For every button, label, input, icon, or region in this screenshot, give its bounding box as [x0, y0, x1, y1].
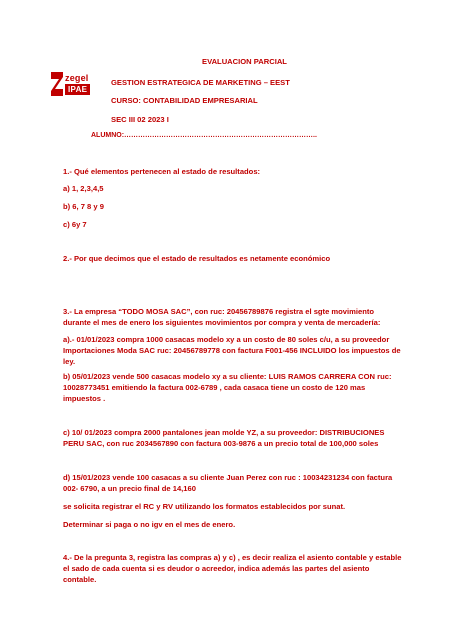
question-3-item-c [63, 427, 403, 449]
question-1-option-b: b) 6, 7 8 y 9 [63, 202, 104, 211]
question-3-intro [63, 306, 403, 328]
subject-line: CURSO: CONTABILIDAD EMPRESARIAL [111, 96, 258, 105]
question-3-instruction-text: se solicita registrar el RC y RV utilizando los formatos establecidos por sunat. [63, 502, 346, 511]
question-3-item-a [63, 334, 403, 367]
question-1-option-a: a) 1, 2,3,4,5 [63, 184, 104, 193]
question-3-igv-text: Determinar si paga o no igv en el mes de enero. [63, 520, 236, 529]
exam-title: EVALUACION PARCIAL [202, 57, 287, 66]
question-2 [63, 253, 403, 264]
course-line: GESTION ESTRATEGICA DE MARKETING – EEST [111, 78, 290, 87]
question-3-item-d [63, 472, 403, 494]
question-1-text: 1.- Qué elementos pertenecen al estado de resultados: [63, 167, 261, 176]
question-3-item-c-text: c) 10/ 01/2023 compra 2000 pantalones jean molde YZ, a su proveedor: DISTRIBUCIONES PERU SAC, con ruc 2034567890 con factura 003-9876 a un precio total de 100,000 soles [63, 428, 385, 448]
zegel-z-icon [51, 72, 63, 96]
logo-sub-text: IPAE [65, 84, 90, 95]
zegel-ipae-logo [51, 72, 101, 102]
question-3-instruction [63, 501, 403, 512]
question-3-item-b-text: b) 05/01/2023 vende 500 casacas modelo xy a su cliente: LUIS RAMOS CARRERA CON ruc: 10028773451 emitiendo la factura 002-6789 , cada casaca tiene un costo de 120 mas impuestos . [63, 372, 392, 403]
question-2-text: 2.- Por que decimos que el estado de resultados es netamente económico [63, 254, 331, 263]
question-3-intro-text: 3.- La empresa “TODO MOSA SAC”, con ruc: 20456789876 registra el sgte movimiento durante el mes de enero los siguientes movimientos por compra y venta de mercadería: [63, 307, 381, 327]
student-line: ALUMNO:……………………………………………………………………….. [91, 132, 317, 139]
question-4-text: 4.- De la pregunta 3, registra las compras a) y c) , es decir realiza el asiento contable y estable el sado de cada cuenta si es deudor o acreedor, indica además las partes del asiento contable. [63, 553, 402, 584]
section-line: SEC III 02 2023 I [111, 115, 169, 124]
question-1-option-c: c) 6y 7 [63, 220, 87, 229]
logo-brand-text: zegel [65, 73, 89, 83]
question-3-item-b [63, 371, 403, 404]
question-1 [63, 166, 403, 177]
question-3-igv [63, 519, 403, 530]
question-4 [63, 552, 403, 585]
question-3-item-a-text: a).- 01/01/2023 compra 1000 casacas modelo xy a un costo de 80 soles c/u, a su proveedor Importaciones Moda SAC ruc: 20456789778 con factura F001-456 INCLUIDO los impuestos de ley. [63, 335, 401, 366]
question-3-item-d-text: d) 15/01/2023 vende 100 casacas a su cliente Juan Perez con ruc : 10034231234 con factura 002- 6790, a un precio final de 14,160 [63, 473, 393, 493]
